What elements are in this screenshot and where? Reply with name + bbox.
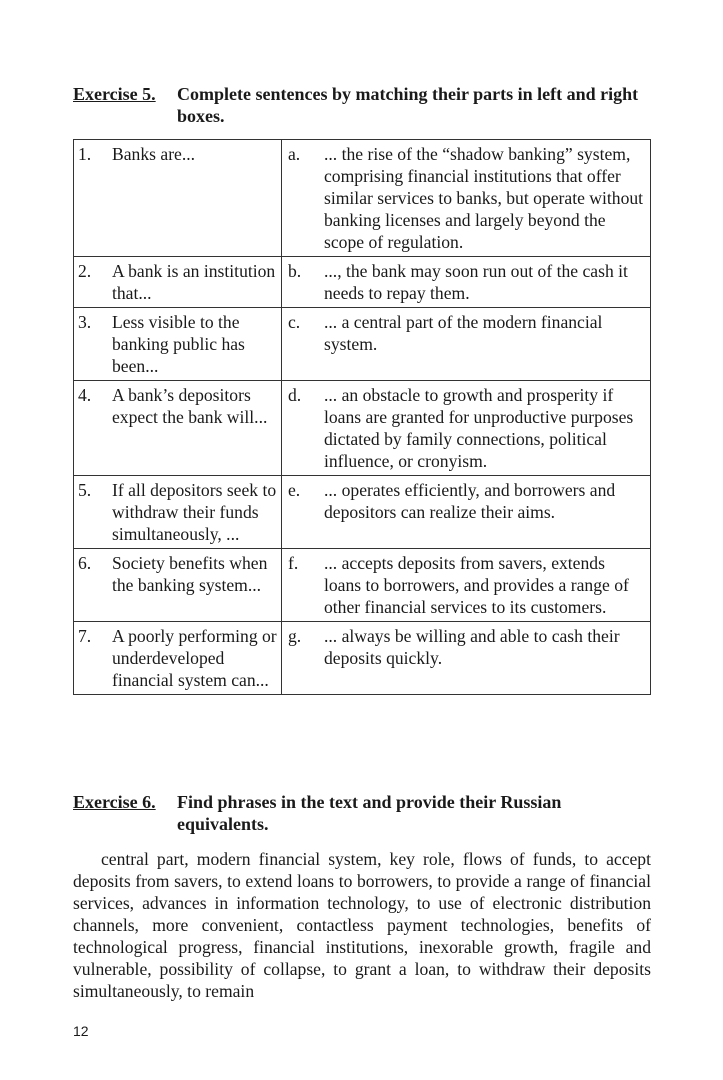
exercise-6-label: Exercise 6. — [73, 792, 156, 812]
phrase-list-paragraph: central part, modern financial system, key role, flows of funds, to accept deposits from savers, to extend loans to borrowers, to provide a range of financial services, advances in information technology, to use of electronic distribution channels, more convenient, contactless payment technologies, benefits of technological progress, financial institutions, inexorable growth, fragile and vulnerable, possibility of collapse, to grant a loan, to withdraw their deposits simultaneously, to remain — [73, 849, 651, 1001]
table-row — [74, 476, 651, 549]
sentence-start: Society benefits when the banking system... — [112, 553, 268, 595]
item-number: 1. — [78, 144, 92, 164]
sentence-start: A poorly performing or underdeveloped financial system can... — [112, 626, 277, 690]
item-number: 5. — [78, 480, 92, 500]
table-row — [74, 622, 651, 695]
item-letter: b. — [288, 261, 302, 281]
sentence-start: If all depositors seek to withdraw their funds simultaneously, ... — [112, 480, 277, 544]
sentence-end: ... a central part of the modern financial system. — [324, 312, 603, 354]
right-box — [282, 622, 651, 695]
right-box — [282, 257, 651, 308]
sentence-end: ... operates efficiently, and borrowers and depositors can realize their aims. — [324, 480, 616, 522]
sentence-start: Banks are... — [112, 144, 196, 164]
sentence-end: ... an obstacle to growth and prosperity if loans are granted for unproductive purposes dictated by family connections, political influence, or cronyism. — [324, 385, 634, 471]
table-row — [74, 381, 651, 476]
sentence-start: Less visible to the banking public has been... — [112, 312, 245, 376]
item-number: 7. — [78, 626, 92, 646]
item-letter: d. — [288, 385, 302, 405]
right-box — [282, 381, 651, 476]
item-number: 3. — [78, 312, 92, 332]
right-box — [282, 549, 651, 622]
item-letter: g. — [288, 626, 302, 646]
sentence-start: A bank’s depositors expect the bank will... — [112, 385, 268, 427]
sentence-end: ..., the bank may soon run out of the cash it needs to repay them. — [324, 261, 628, 303]
table-row — [74, 257, 651, 308]
left-box — [74, 549, 282, 622]
sentence-end: ... accepts deposits from savers, extends loans to borrowers, and provides a range of other financial services to its customers. — [324, 553, 629, 617]
left-box — [74, 308, 282, 381]
matching-table — [73, 139, 651, 695]
sentence-end: ... the rise of the “shadow banking” system, comprising financial institutions that offer similar services to banks, but operate without banking licenses and largely beyond the scope of regulation. — [324, 144, 644, 252]
right-box — [282, 476, 651, 549]
left-box — [74, 476, 282, 549]
item-letter: e. — [288, 480, 301, 500]
right-box — [282, 308, 651, 381]
left-box — [74, 257, 282, 308]
exercise-6-heading — [73, 791, 658, 837]
sentence-end: ... always be willing and able to cash their deposits quickly. — [324, 626, 620, 668]
item-number: 4. — [78, 385, 92, 405]
left-box — [74, 140, 282, 257]
table-row — [74, 140, 651, 257]
item-letter: c. — [288, 312, 301, 332]
item-number: 6. — [78, 553, 92, 573]
item-letter: a. — [288, 144, 301, 164]
left-box — [74, 622, 282, 695]
sentence-start: A bank is an institution that... — [112, 261, 276, 303]
table-row — [74, 308, 651, 381]
table-row — [74, 549, 651, 622]
exercise-5-heading — [73, 83, 658, 129]
exercise-5-instruction: Complete sentences by matching their parts in left and right boxes. — [177, 84, 639, 126]
page-number: 12 — [73, 1023, 89, 1039]
left-box — [74, 381, 282, 476]
exercise-6-instruction: Find phrases in the text and provide their Russian equivalents. — [177, 792, 562, 834]
right-box — [282, 140, 651, 257]
item-number: 2. — [78, 261, 92, 281]
matching-rows — [74, 140, 651, 695]
item-letter: f. — [288, 553, 299, 573]
exercise-5-label: Exercise 5. — [73, 84, 156, 104]
